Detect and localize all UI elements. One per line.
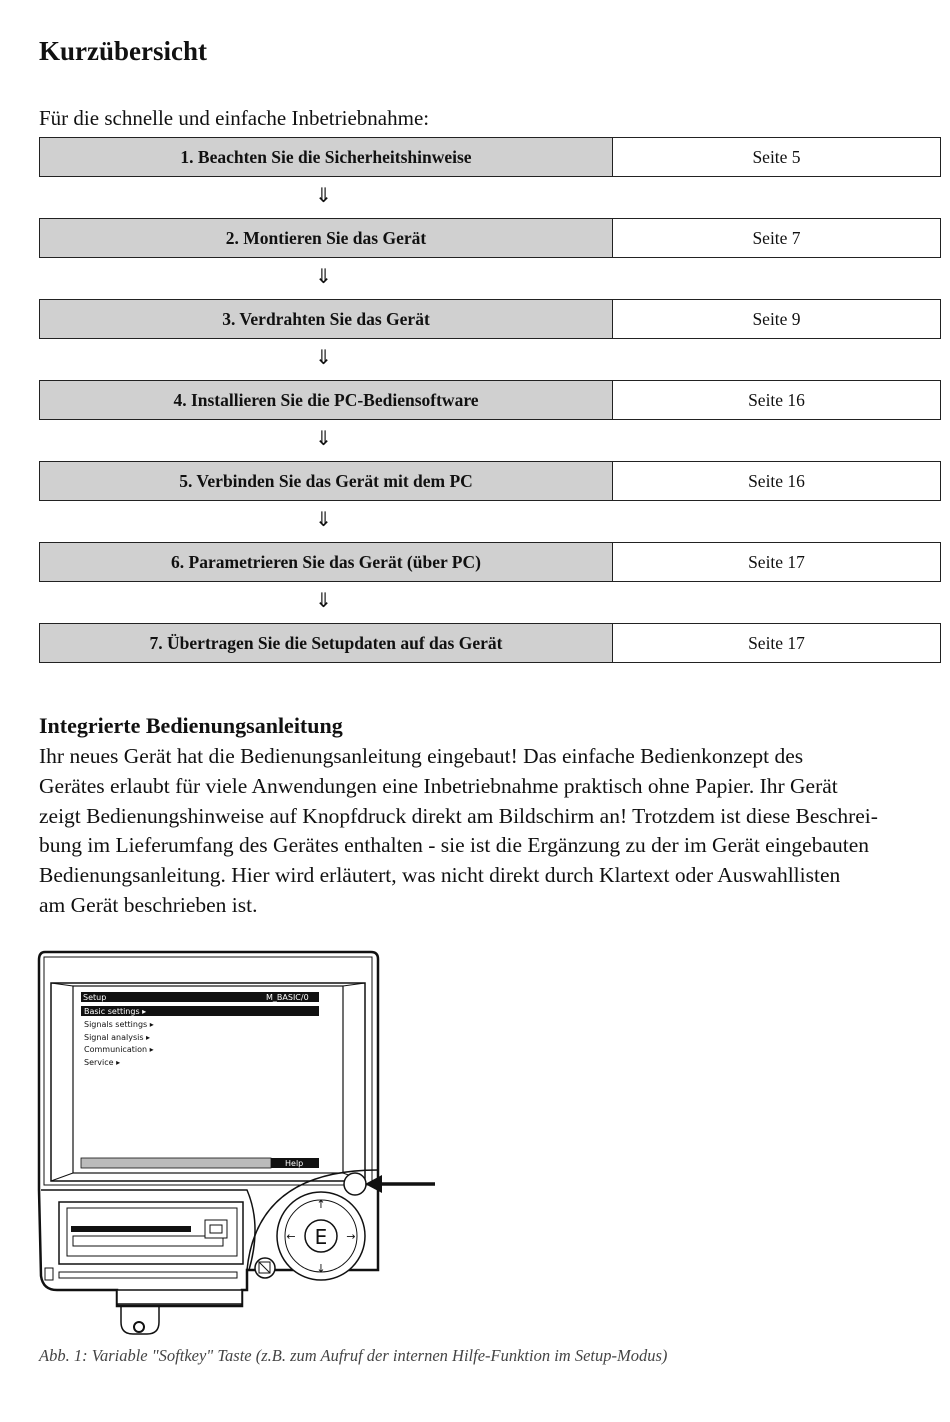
double-down-arrow-icon: ⇓: [315, 507, 332, 531]
step-row: [39, 299, 941, 339]
paragraph-line: Ihr neues Gerät hat die Bedienungsanleitung eingebaut! Das einfache Bedienkonzept des: [39, 744, 804, 768]
step-page-ref: Seite 16: [613, 461, 941, 501]
step-page-ref: Seite 9: [613, 299, 941, 339]
section-paragraph: [39, 742, 939, 921]
double-down-arrow-icon: ⇓: [315, 426, 332, 450]
screen-title: Setup: [83, 993, 107, 1002]
double-down-arrow-icon: ⇓: [315, 588, 332, 612]
right-arrow-icon: →: [346, 1230, 356, 1243]
enter-key-label: E: [314, 1225, 328, 1249]
menu-item-communication: Communication ▸: [84, 1045, 154, 1054]
help-softkey-label: Help: [285, 1159, 304, 1168]
step-row: [39, 218, 941, 258]
paragraph-line: Bedienungsanleitung. Hier wird erläutert, was nicht direkt durch Klartext oder Auswahllisten: [39, 863, 841, 888]
menu-item-signals-settings: Signals settings ▸: [84, 1020, 154, 1029]
step-label: 6. Parametrieren Sie das Gerät (über PC): [39, 542, 613, 582]
step-row: [39, 461, 941, 501]
menu-item-signal-analysis: Signal analysis ▸: [84, 1033, 151, 1042]
section-heading: Integrierte Bedienungsanleitung: [39, 713, 343, 738]
double-down-arrow-icon: ⇓: [315, 183, 332, 207]
step-row: [39, 542, 941, 582]
step-arrow: [39, 501, 941, 542]
quick-steps-table: [39, 137, 941, 663]
page-title: Kurzübersicht: [39, 36, 207, 66]
down-arrow-icon: ↓: [316, 1262, 326, 1275]
softkey-button-icon: [344, 1173, 366, 1195]
step-label: 2. Montieren Sie das Gerät: [39, 218, 613, 258]
step-label: 3. Verdrahten Sie das Gerät: [39, 299, 613, 339]
menu-item-basic-settings: Basic settings ▸: [84, 1007, 147, 1016]
step-page-ref: Seite 17: [613, 623, 941, 663]
up-arrow-icon: ↑: [316, 1198, 326, 1211]
step-page-ref: Seite 5: [613, 137, 941, 177]
paragraph-line: bung im Lieferumfang des Gerätes enthalten - sie ist die Ergänzung zu der im Gerät eingebauten: [39, 833, 870, 858]
device-drawing: [37, 950, 442, 1340]
step-page-ref: Seite 7: [613, 218, 941, 258]
step-arrow: [39, 177, 941, 218]
step-arrow: [39, 339, 941, 380]
step-row: [39, 623, 941, 663]
step-page-ref: Seite 16: [613, 380, 941, 420]
double-down-arrow-icon: ⇓: [315, 345, 332, 369]
double-down-arrow-icon: ⇓: [315, 264, 332, 288]
menu-item-service: Service ▸: [84, 1058, 121, 1067]
paragraph-line: zeigt Bedienungshinweise auf Knopfdruck direkt am Bildschirm an! Trotzdem ist diese Beschrei-: [39, 803, 878, 828]
step-row: [39, 137, 941, 177]
step-arrow: [39, 420, 941, 461]
step-label: 7. Übertragen Sie die Setupdaten auf das Gerät: [39, 623, 613, 663]
figure-caption: Abb. 1: Variable "Softkey" Taste (z.B. zum Aufruf der internen Hilfe-Funktion im Setup-Modus): [39, 1346, 668, 1365]
step-arrow: [39, 258, 941, 299]
device-illustration: [37, 950, 442, 1340]
step-label: 5. Verbinden Sie das Gerät mit dem PC: [39, 461, 613, 501]
paragraph-line: Gerätes erlaubt für viele Anwendungen eine Inbetriebnahme praktisch ohne Papier. Ihr Gerät: [39, 773, 838, 798]
step-page-ref: Seite 17: [613, 542, 941, 582]
step-label: 4. Installieren Sie die PC-Bediensoftware: [39, 380, 613, 420]
step-label: 1. Beachten Sie die Sicherheitshinweise: [39, 137, 613, 177]
paragraph-line: am Gerät beschrieben ist.: [39, 892, 258, 917]
step-arrow: [39, 582, 941, 623]
intro-text: Für die schnelle und einfache Inbetriebnahme:: [39, 106, 430, 130]
step-row: [39, 380, 941, 420]
screen-code: M_BASIC/0: [266, 993, 309, 1002]
left-arrow-icon: ←: [286, 1230, 296, 1243]
